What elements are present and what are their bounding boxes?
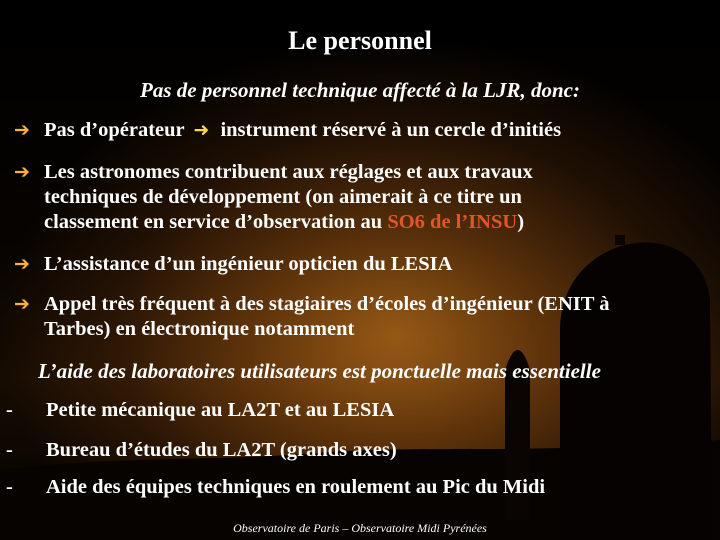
bold-right-arrow-icon: ➜ bbox=[193, 119, 210, 141]
bullet-line: Tarbes) en électronique notamment bbox=[44, 318, 355, 340]
bullet-item bbox=[14, 160, 714, 235]
dash-marker: - bbox=[6, 439, 13, 461]
bullet-text-part: Pas d’opérateur bbox=[44, 119, 185, 141]
dash-item-text: Petite mécanique au LA2T et au LESIA bbox=[46, 399, 395, 421]
bullet-line: Les astronomes contribuent aux réglages et aux travaux bbox=[44, 161, 533, 183]
bullet-line: techniques de développement (on aimerait à ce titre un bbox=[44, 186, 522, 208]
bullet-text-part: instrument réservé à un cercle d’initiés bbox=[220, 119, 562, 141]
dash-item bbox=[6, 399, 706, 422]
right-arrow-icon: ➔ bbox=[14, 293, 30, 315]
highlighted-text: SO6 de l’INSU bbox=[387, 211, 518, 233]
slide-footer: Observatoire de Paris – Observatoire Midi Pyrénées bbox=[233, 521, 487, 535]
bullet-item bbox=[14, 292, 714, 342]
bullet-text: L’assistance d’un ingénieur opticien du LESIA bbox=[44, 253, 453, 275]
bullet-line: ) bbox=[517, 211, 525, 233]
bullet-text bbox=[44, 118, 714, 143]
right-arrow-icon: ➔ bbox=[14, 253, 30, 275]
dash-marker: - bbox=[6, 399, 13, 421]
bullet-text bbox=[44, 160, 714, 235]
support-note: L’aide des laboratoires utilisateurs est ponctuelle mais essentielle bbox=[38, 359, 601, 383]
dash-item-text: Bureau d’études du LA2T (grands axes) bbox=[46, 439, 397, 461]
bullet-item bbox=[14, 118, 714, 143]
bullet-item bbox=[14, 252, 714, 277]
bullet-text bbox=[44, 292, 714, 342]
bullet-line: classement en service d’observation au bbox=[44, 211, 388, 233]
dash-item bbox=[6, 439, 706, 462]
slide-subtitle: Pas de personnel technique affecté à la LJR, donc: bbox=[140, 78, 580, 102]
dash-marker: - bbox=[6, 476, 13, 498]
dash-item bbox=[6, 476, 706, 499]
dash-item-text: Aide des équipes techniques en roulement au Pic du Midi bbox=[46, 476, 546, 498]
right-arrow-icon: ➔ bbox=[14, 161, 30, 183]
right-arrow-icon: ➔ bbox=[14, 119, 30, 141]
slide-title: Le personnel bbox=[288, 26, 432, 55]
bullet-line: Appel très fréquent à des stagiaires d’écoles d’ingénieur (ENIT à bbox=[44, 293, 610, 315]
